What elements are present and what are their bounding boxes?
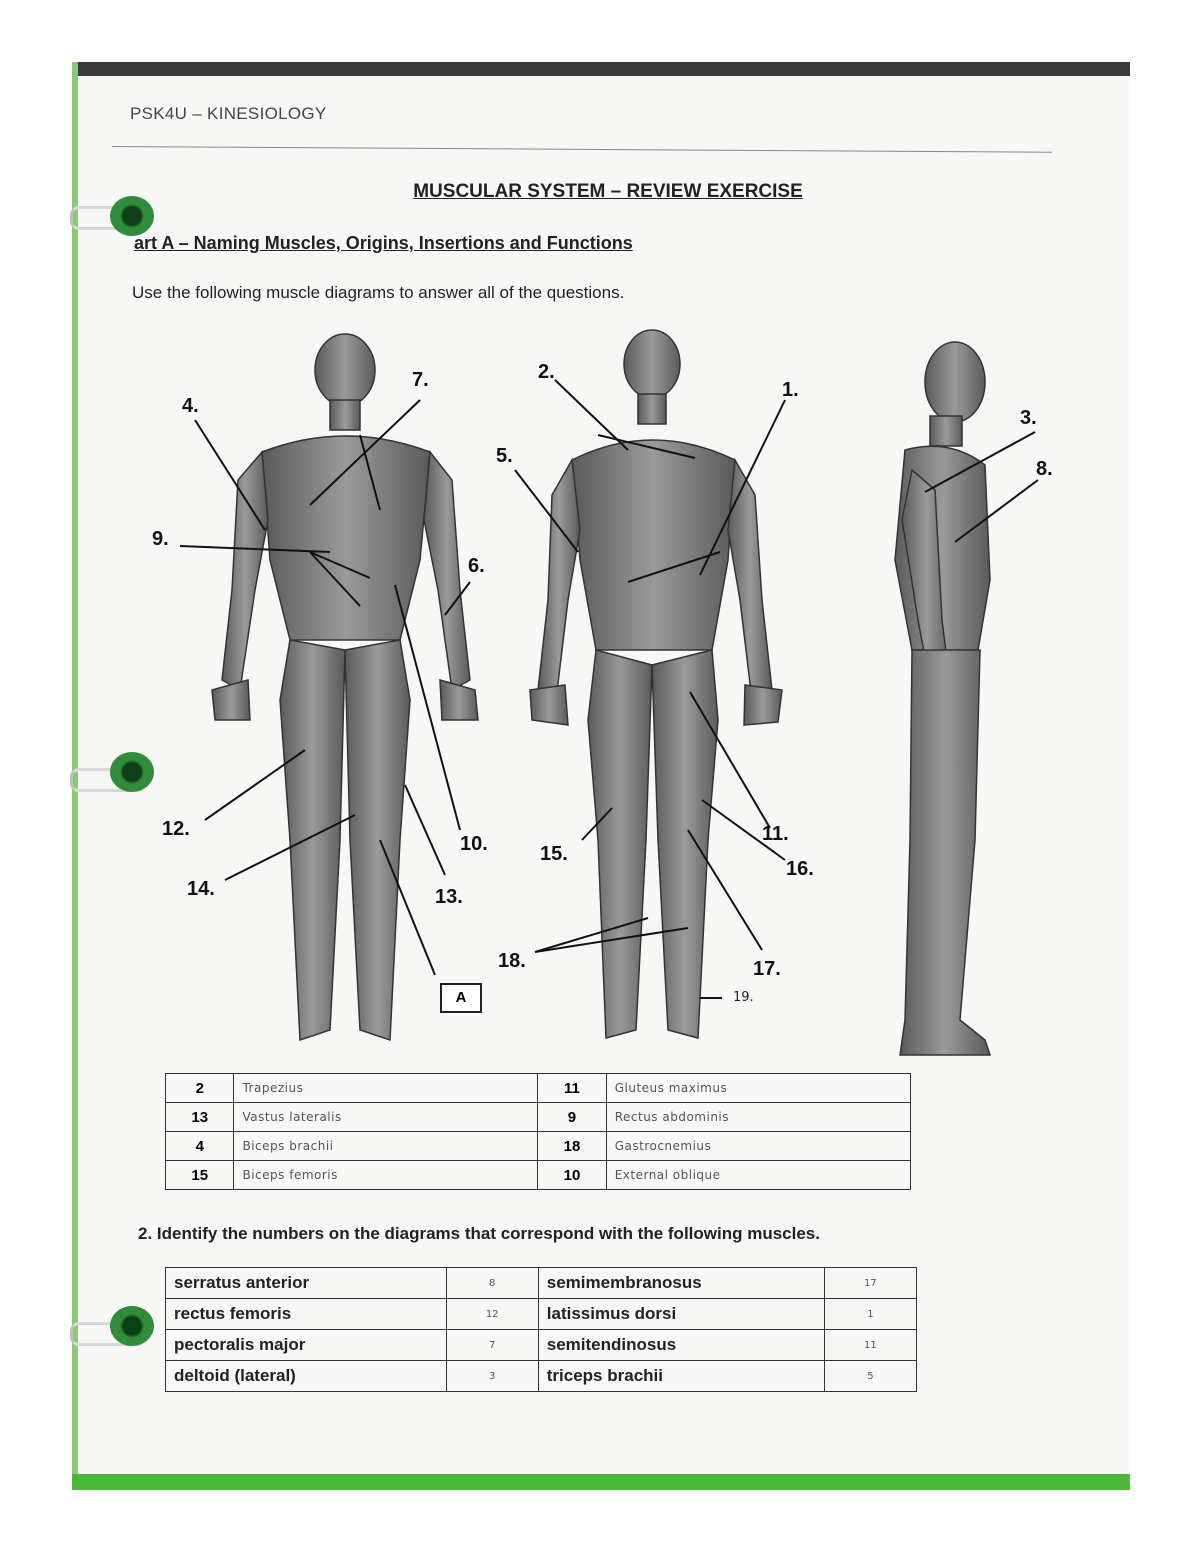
scan-bottom-edge	[72, 1474, 1130, 1490]
diagram-label-15: 15.	[540, 843, 568, 865]
table-row	[166, 1103, 911, 1132]
diagram-label-13: 13.	[435, 886, 463, 908]
muscle-name-cell: pectoralis major	[166, 1330, 447, 1361]
number-cell: 4	[166, 1132, 234, 1161]
scan-top-edge	[72, 62, 1130, 76]
number-cell: 13	[166, 1103, 234, 1132]
front-figure-icon	[212, 334, 478, 1040]
handwritten-label-19: 19.	[733, 990, 754, 1005]
answer-cell[interactable]: 1	[824, 1299, 916, 1330]
side-figure-icon	[895, 342, 990, 1055]
number-cell: 10	[538, 1161, 606, 1190]
diagram-label-2: 2.	[538, 361, 555, 383]
answer-cell[interactable]: 17	[824, 1268, 916, 1299]
number-cell: 15	[166, 1161, 234, 1190]
answer-table-1	[165, 1073, 911, 1190]
diagram-label-3: 3.	[1020, 407, 1037, 429]
table-row	[166, 1330, 917, 1361]
diagram-label-1: 1.	[782, 379, 799, 401]
instructions: Use the following muscle diagrams to answer all of the questions.	[132, 283, 625, 302]
muscle-diagrams	[0, 320, 1200, 1070]
answer-cell[interactable]: 12	[446, 1299, 538, 1330]
answer-cell[interactable]: Rectus abdominis	[606, 1103, 910, 1132]
answer-cell[interactable]: 3	[446, 1361, 538, 1392]
muscle-name-cell: deltoid (lateral)	[166, 1361, 447, 1392]
table-row	[166, 1132, 911, 1161]
table-row	[166, 1361, 917, 1392]
answer-cell[interactable]: Gastrocnemius	[606, 1132, 910, 1161]
diagram-label-18: 18.	[498, 950, 526, 972]
answer-cell[interactable]: Vastus lateralis	[234, 1103, 538, 1132]
answer-cell[interactable]: Trapezius	[234, 1074, 538, 1103]
diagram-label-7: 7.	[412, 369, 429, 391]
muscle-name-cell: rectus femoris	[166, 1299, 447, 1330]
section-heading: art A – Naming Muscles, Origins, Insertions and Functions	[134, 233, 633, 253]
answer-cell[interactable]: 5	[824, 1361, 916, 1392]
muscle-name-cell: semimembranosus	[538, 1268, 824, 1299]
page-title: MUSCULAR SYSTEM – REVIEW EXERCISE	[413, 181, 803, 202]
answer-cell[interactable]: Biceps brachii	[234, 1132, 538, 1161]
back-figure-icon	[530, 330, 782, 1038]
diagram-label-10: 10.	[460, 833, 488, 855]
muscle-name-cell: serratus anterior	[166, 1268, 447, 1299]
number-cell: 18	[538, 1132, 606, 1161]
table-row	[166, 1268, 917, 1299]
answer-table-2	[165, 1267, 917, 1392]
diagram-label-8: 8.	[1036, 458, 1053, 480]
label-box-a: A	[440, 983, 482, 1013]
diagram-label-9: 9.	[152, 528, 169, 550]
answer-cell[interactable]: External oblique	[606, 1161, 910, 1190]
binder-ring-icon	[110, 1306, 154, 1346]
number-cell: 11	[538, 1074, 606, 1103]
diagram-label-6: 6.	[468, 555, 485, 577]
number-cell: 9	[538, 1103, 606, 1132]
number-cell: 2	[166, 1074, 234, 1103]
diagram-label-12: 12.	[162, 818, 190, 840]
muscle-name-cell: latissimus dorsi	[538, 1299, 824, 1330]
diagram-label-4: 4.	[182, 395, 199, 417]
table-row	[166, 1299, 917, 1330]
table-row	[166, 1161, 911, 1190]
answer-cell[interactable]: 8	[446, 1268, 538, 1299]
diagram-label-11: 11.	[762, 823, 789, 845]
diagram-label-5: 5.	[496, 445, 513, 467]
diagram-label-16: 16.	[786, 858, 814, 880]
diagram-label-17: 17.	[753, 958, 781, 980]
answer-cell[interactable]: Gluteus maximus	[606, 1074, 910, 1103]
answer-cell[interactable]: 11	[824, 1330, 916, 1361]
table-row	[166, 1074, 911, 1103]
muscle-name-cell: triceps brachii	[538, 1361, 824, 1392]
answer-cell[interactable]: 7	[446, 1330, 538, 1361]
muscle-name-cell: semitendinosus	[538, 1330, 824, 1361]
diagram-label-14: 14.	[187, 878, 215, 900]
course-code: PSK4U – KINESIOLOGY	[130, 104, 327, 123]
question-2-prompt: 2. Identify the numbers on the diagrams that correspond with the following muscles.	[138, 1224, 820, 1243]
answer-cell[interactable]: Biceps femoris	[234, 1161, 538, 1190]
